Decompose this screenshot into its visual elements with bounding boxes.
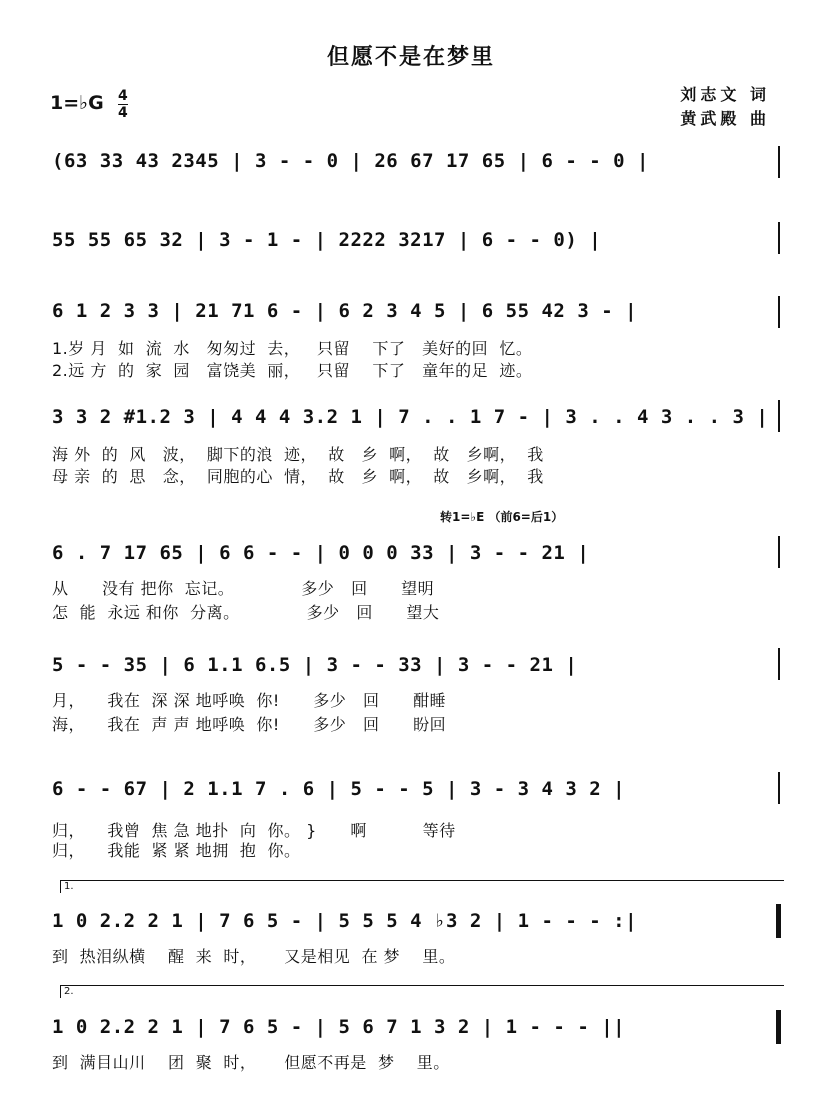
lyrics-row-3-verse-2: 2.远 方 的 家 园 富饶美 丽， 只留 下了 童年的足 迹。 (52, 361, 533, 380)
volta-2-label: 2. (64, 986, 74, 997)
lyrics-row-9: 到 满目山川 团 聚 时， 但愿不再是 梦 里。 (52, 1053, 450, 1072)
lyrics-row-4-verse-2: 母 亲 的 思 念， 同胞的心 情， 故 乡 啊， 故 乡啊， 我 (52, 467, 544, 486)
lyrics-row-3-verse-1: 1.岁 月 如 流 水 匆匆过 去， 只留 下了 美好的回 忆。 (52, 339, 533, 358)
notation-row-5: 6 . 7 17 65 | 6 6 - - | 0 0 0 33 | 3 - - 21 | (52, 542, 590, 564)
notation-row-3: 6 1 2 3 3 | 21 71 6 - | 6 2 3 4 5 | 6 55 42 3 - | (52, 300, 638, 322)
notation-row-2: 55 55 65 32 | 3 - 1 - | 2222 3217 | 6 - - 0) | (52, 229, 602, 251)
final-barline (776, 1010, 781, 1044)
barline (778, 400, 780, 432)
key-signature: 1=♭G (50, 92, 104, 114)
volta-2-bracket (60, 985, 784, 998)
barline (778, 296, 780, 328)
notation-row-4: 3 3 2 #1.2 3 | 4 4 4 3.2 1 | 7 . . 1 7 - | 3 . . 4 3 . . 3 | (52, 406, 769, 428)
notation-row-9: 1 0 2.2 2 1 | 7 6 5 - | 5 6 7 1 3 2 | 1 - - - || (52, 1016, 626, 1038)
notation-row-7: 6 - - 67 | 2 1.1 7 . 6 | 5 - - 5 | 3 - 3 4 3 2 | (52, 778, 626, 800)
lyrics-row-6-verse-2: 海， 我在 声 声 地呼唤 你! 多少 回 盼回 (52, 715, 447, 734)
notation-row-8: 1 0 2.2 2 1 | 7 6 5 - | 5 5 5 4 ♭3 2 | 1 - - - :| (52, 910, 638, 932)
lyrics-row-6-verse-1: 月， 我在 深 深 地呼唤 你! 多少 回 酣睡 (52, 691, 447, 710)
barline (778, 536, 780, 568)
repeat-end-barline (776, 904, 781, 938)
barline (778, 772, 780, 804)
modulation-note: 转1=♭E （前6=后1） (440, 510, 564, 524)
time-signature (118, 88, 128, 121)
volta-1-bracket (60, 880, 784, 893)
lyrics-row-5-verse-1: 从 没有 把你 忘记。 多少 回 望明 (52, 579, 435, 598)
lyrics-row-4-verse-1: 海 外 的 风 波， 脚下的浪 迹， 故 乡 啊， 故 乡啊， 我 (52, 445, 544, 464)
composer-credit: 黄武殿 曲 (680, 109, 770, 128)
time-numerator: 4 (118, 88, 128, 104)
barline (778, 146, 780, 178)
notation-row-1: (63 33 43 2345 | 3 - - 0 | 26 67 17 65 | 6 - - 0 | (52, 150, 649, 172)
volta-1-label: 1. (64, 881, 74, 892)
lyrics-row-7-verse-2: 归， 我能 紧 紧 地拥 抱 你。 (52, 841, 301, 860)
lyrics-row-8: 到 热泪纵横 醒 来 时， 又是相见 在 梦 里。 (52, 947, 456, 966)
barline (778, 222, 780, 254)
notation-row-6: 5 - - 35 | 6 1.1 6.5 | 3 - - 33 | 3 - - 21 | (52, 654, 578, 676)
lyricist-credit: 刘志文 词 (680, 85, 770, 104)
lyrics-row-5-verse-2: 怎 能 永远 和你 分离。 多少 回 望大 (52, 603, 440, 622)
lyrics-row-7-verse-1: 归， 我曾 焦 急 地扑 向 你。 } 啊 等待 (52, 821, 456, 840)
time-denominator: 4 (118, 105, 128, 121)
page-title: 但愿不是在梦里 (326, 45, 495, 70)
barline (778, 648, 780, 680)
